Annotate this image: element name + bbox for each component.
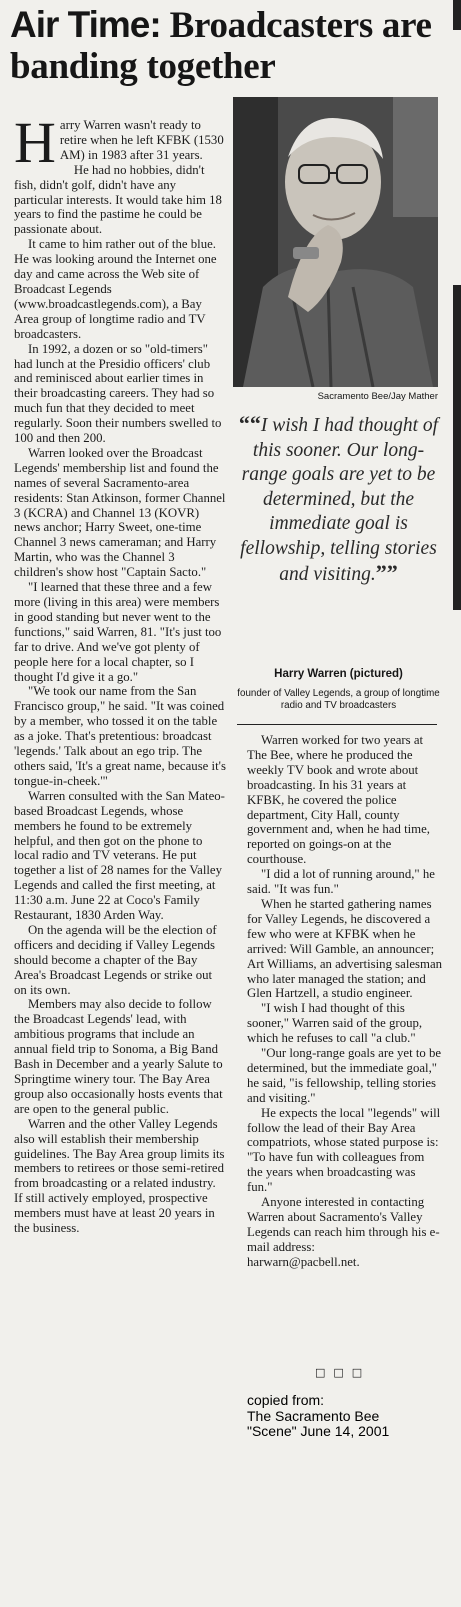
article-paragraph: It came to him rather out of the blue. He was looking around the Internet one day and came across the Web site of Broadcast Legends (www.broadcastlegends.com), a Bay Area group of longtime radio and TV broadcasters. [14, 237, 217, 341]
article-paragraph: Harry Warren wasn't ready to retire when he left KFBK (1530 AM) in 1983 after 31 years. [14, 110, 224, 175]
article-column-1 [14, 110, 226, 1236]
drop-cap: H [14, 110, 56, 175]
end-marks: □□□ [315, 1366, 371, 1379]
article-paragraph: "We took our name from the San Francisco group," he said. "It was coined by a member, who tossed it on the table as a joke. That's pretentious: broadcast 'legends.' Talk about an ego trip. The others said, 'It's a great name, because it's tongue-in-cheek.'" [14, 684, 226, 788]
article-paragraph: On the agenda will be the election of officers and deciding if Valley Legends should become a chapter of the Bay Area's Broadcast Legends or strike out on its own. [14, 922, 217, 997]
article-paragraph: Warren and the other Valley Legends also will establish their membership guidelines. The Bay Area group limits its members to retirees or those semi-retired from broadcasting or a related industry. If still actively employed, prospective members must have at least 20 years in the business. [14, 1116, 225, 1236]
article-paragraph: When he started gathering names for Valley Legends, he discovered a few who were at KFBK when he arrived: Will Gamble, an announcer; Art Williams, an advertising salesman who later managed the station; and Glen Hartzell, a studio engineer. [247, 896, 443, 1001]
photo-credit: Sacramento Bee/Jay Mather [317, 391, 438, 402]
article-paragraph: In 1992, a dozen or so "old-timers" had lunch at the Presidio officers' club and reminisced about earlier times in their broadcasting careers. They had so much fun that they decided to meet regularly. Soon their numbers swelled to 100 and then 200. [14, 341, 222, 446]
article-paragraph: "I learned that these three and a few more (living in this area) were members in good standing but never went to the functions," said Warren, 81. "It's just too far to drive. And we've got plenty of people here for a local chapter, so I thought I'd give it a go." [14, 580, 222, 684]
article-paragraph: Warren worked for two years at The Bee, where he produced the weekly TV book and wrote about broadcasting. In his 31 years at KFBK, he covered the police department, City Hall, county government and, when he had time, reported on goings-on at the courthouse. [247, 733, 431, 867]
source-note-line: copied from: [247, 1392, 325, 1408]
article-paragraph: "I wish I had thought of this sooner," Warren said of the group, which he refuses to call "a club." [247, 1001, 423, 1046]
article-column-2 [247, 733, 443, 1270]
headline-kicker: Air Time: [10, 4, 161, 45]
headline-main: Broadcasters are banding together [10, 5, 432, 87]
source-note-line: The Sacramento Bee [247, 1407, 380, 1424]
article-paragraph: Anyone interested in contacting Warren about Sacramento's Valley Legends can reach him through his e-mail address: [247, 1195, 440, 1254]
pull-quote-text: I wish I had thought of this sooner. Our long-range goals are yet to be determined, but the immediate goal is fellowship, telling stories and visiting. [240, 415, 439, 585]
pull-quote [236, 412, 441, 588]
adjacent-page-edge [453, 0, 461, 30]
portrait-photo [233, 97, 438, 387]
adjacent-page-edge [453, 285, 461, 610]
article-paragraph: He expects the local "legends" will follow the lead of their Bay Area compatriots, whose stated purpose is: "To have fun with colleagues from the years when broadcasting was fun." [247, 1105, 441, 1195]
headline [10, 4, 450, 87]
source-note-line: "Scene" June 14, 2001 [247, 1423, 390, 1439]
article-paragraph: "I did a lot of running around," he said. "It was fun." [247, 867, 435, 897]
article-paragraph: He had no hobbies, didn't fish, didn't golf, didn't have any particular interests. It would take him 18 years to find the pastime he could be passionate about. [14, 162, 222, 237]
portrait-illustration [233, 97, 438, 387]
source-note [247, 1393, 457, 1440]
pull-quote-attribution: Harry Warren (pictured) [274, 668, 403, 680]
pull-quote-title: founder of Valley Legends, a group of longtime radio and TV broadcasters [237, 688, 440, 711]
close-quote-mark: ”” [375, 560, 398, 585]
divider [237, 724, 437, 725]
article-paragraph: Warren looked over the Broadcast Legends' membership list and found the names of several Sacramento-area residents: Stan Atkinson, former Channel 3 (KCRA) and Channel 13 (KOVR) news anchor; Harry Sweet, one-time Channel 3 news cameraman; and Harry Martin, who was the Channel 3 children's show host "Captain Sacto." [14, 445, 226, 580]
article-paragraph: Warren consulted with the San Mateo-based Broadcast Legends, whose members he found to be extremely helpful, and then got on the phone to local radio and TV veterans. He put together a list of 28 names for the Valley Legends and called the first meeting, at 11:30 a.m. June 22 at Coco's Family Restaurant, 1830 Arden Way. [14, 788, 225, 923]
contact-email: harwarn@pacbell.net. [247, 1254, 360, 1269]
article-paragraph: Members may also decide to follow the Broadcast Legends' lead, with ambitious programs that include an annual field trip to Sonoma, a Big Band Bash in December and a yearly Salute to Springtime winery tour. The Bay Area group also occasionally hosts events that are open to the general public. [14, 997, 223, 1116]
open-quote-mark: ““ [238, 411, 261, 436]
article-paragraph: "Our long-range goals are yet to be determined, but the immediate goal," he said, "is fellowship, telling stories and visiting." [247, 1046, 442, 1105]
